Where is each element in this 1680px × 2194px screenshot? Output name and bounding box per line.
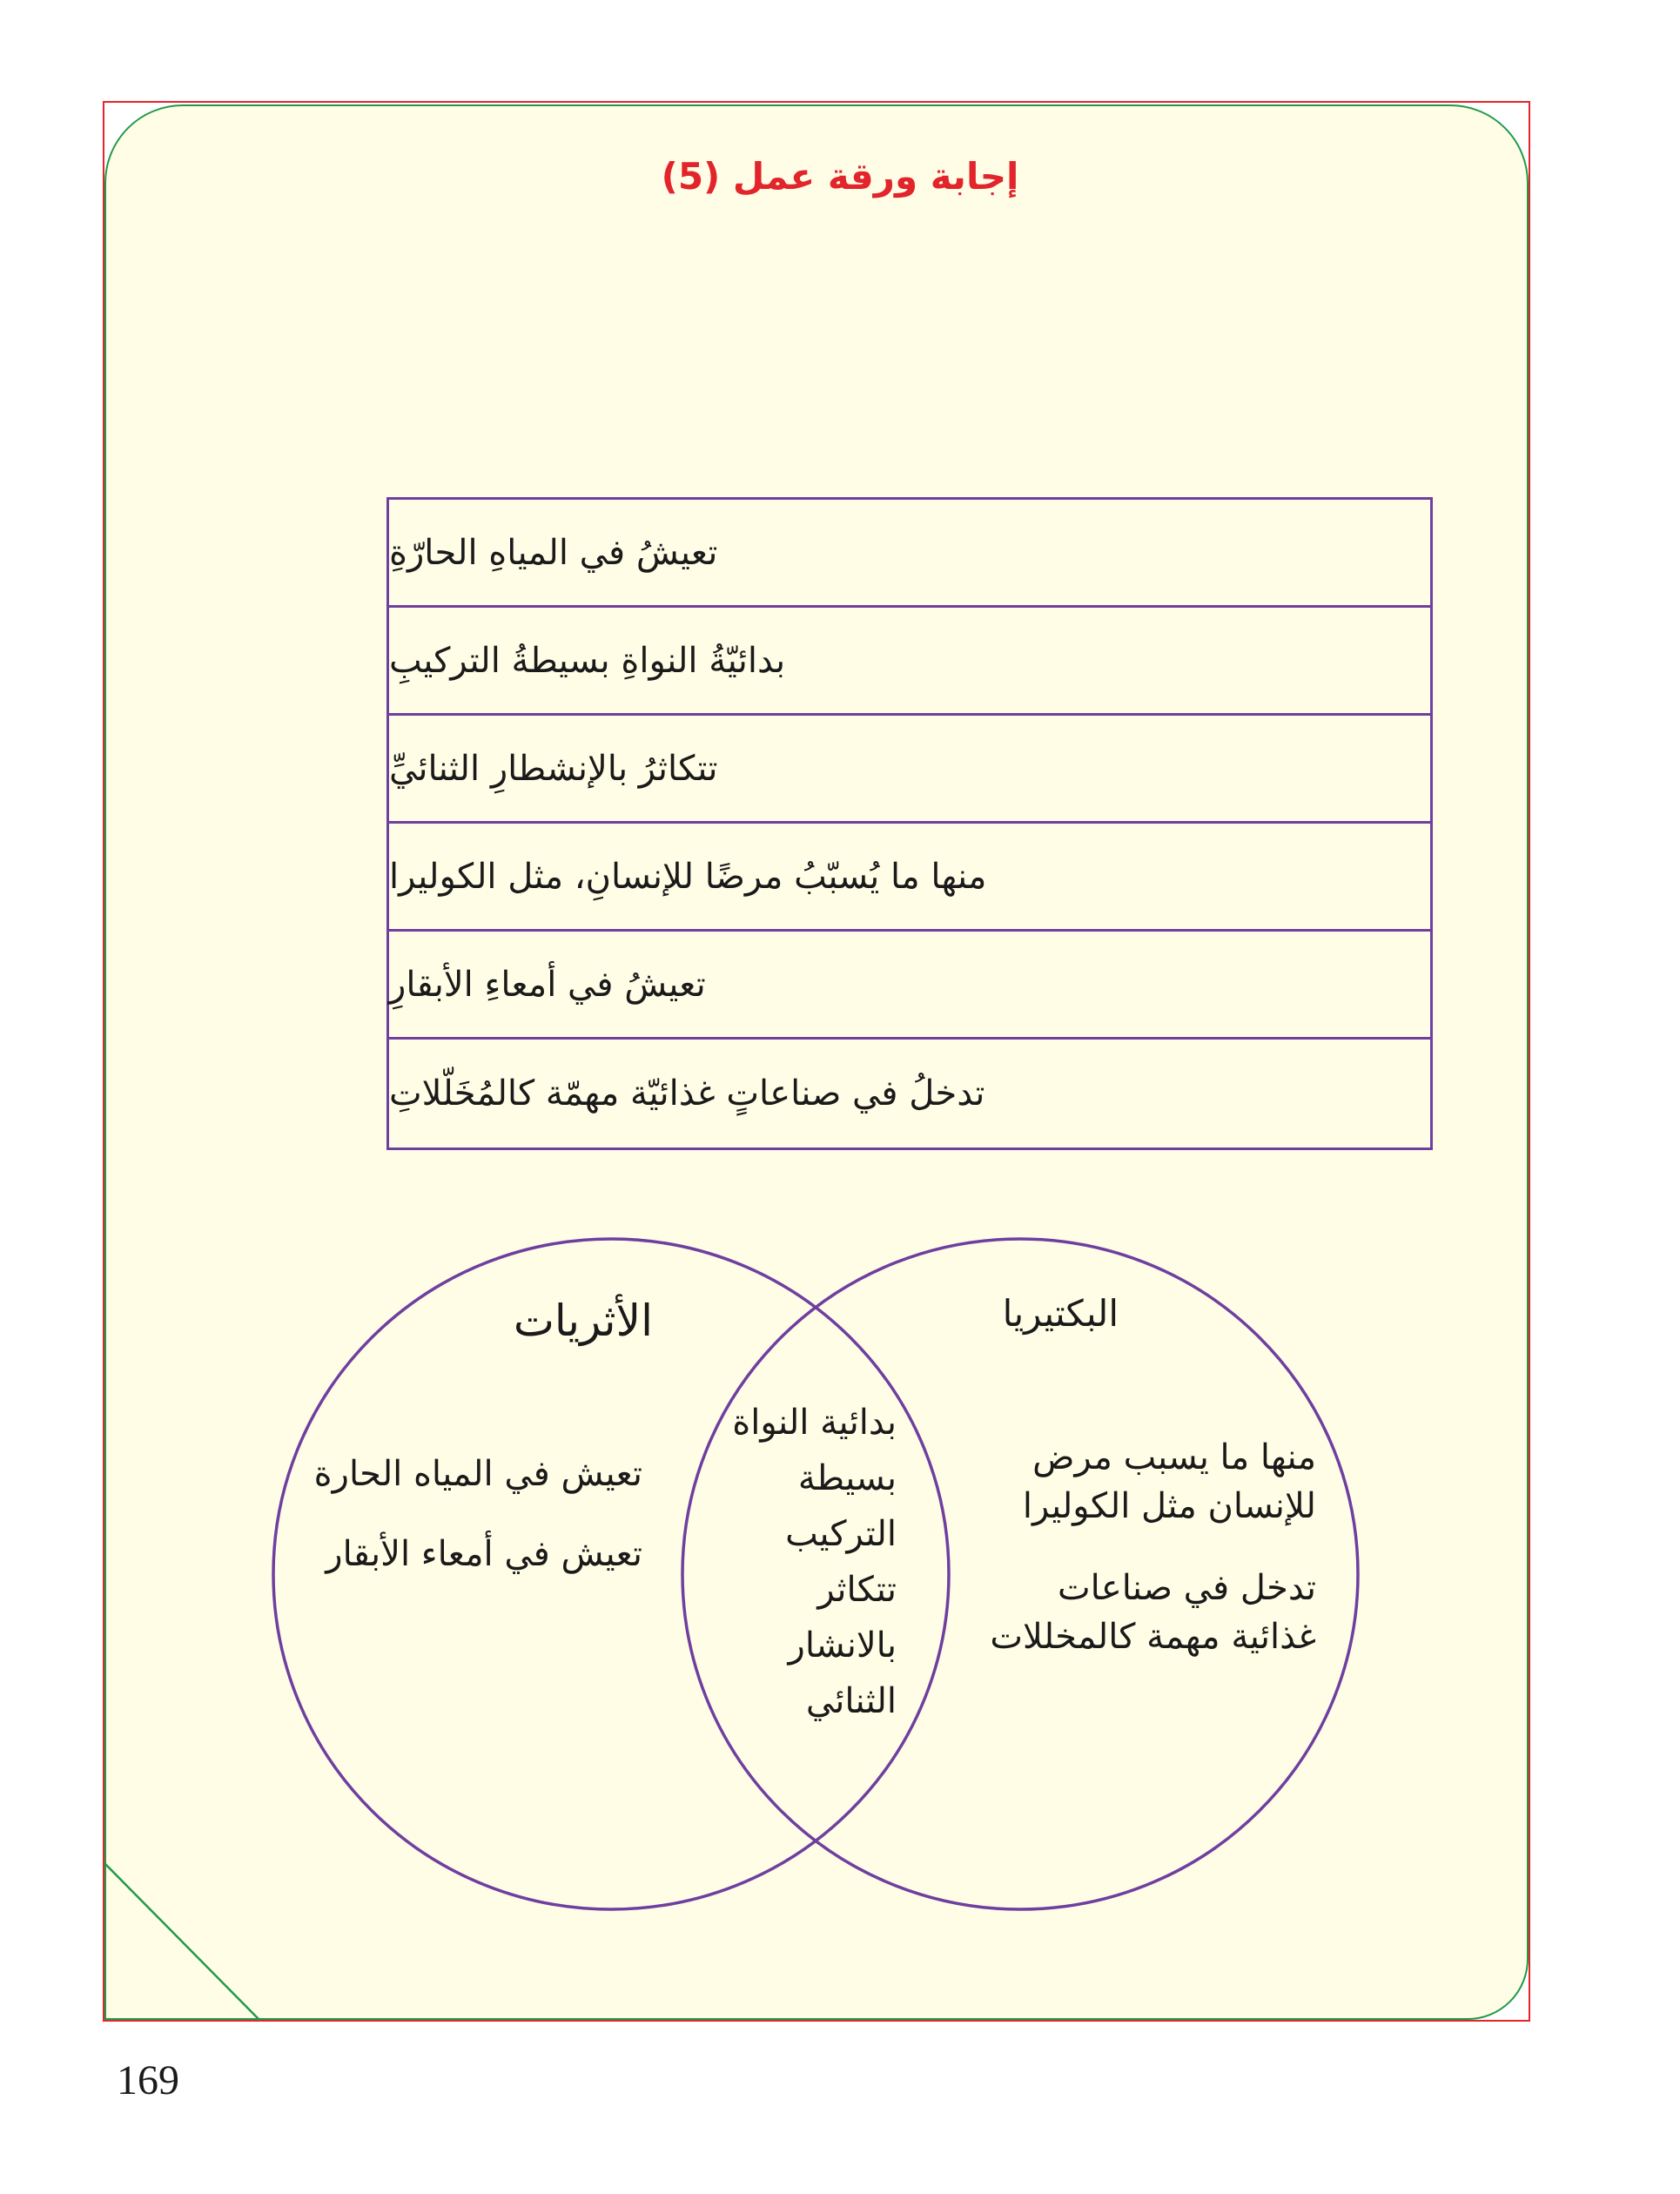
venn-left-item: تعيش في أمعاء الأبقار — [326, 1534, 642, 1574]
table-row: تعيشُ في المياهِ الحارّةِ — [389, 500, 1430, 608]
page-title: إجابة ورقة عمل (5) — [661, 155, 1019, 198]
venn-middle-line: الثنائي — [805, 1681, 897, 1721]
table-row: بدائيّةُ النواةِ بسيطةُ التركيبِ — [389, 608, 1430, 716]
venn-right-item — [990, 1564, 1316, 1661]
statements-table — [386, 497, 1433, 1150]
table-row: تدخلُ في صناعاتٍ غذائيّة مهمّة كالمُخَلّلاتِ — [389, 1073, 985, 1114]
venn-label-archaea: الأثريات — [513, 1296, 653, 1346]
venn-right-item — [1023, 1433, 1316, 1531]
venn-middle-line: بسيطة — [797, 1458, 897, 1498]
venn-middle-line: تتكاثر — [817, 1570, 897, 1610]
page-number: 169 — [117, 2057, 179, 2103]
venn-middle-item — [732, 1395, 897, 1729]
venn-left-item: تعيش في المياه الحارة — [313, 1454, 642, 1494]
table-row: تعيشُ في أمعاءِ الأبقارِ — [389, 932, 1430, 1040]
venn-label-bacteria: البكتيريا — [1002, 1292, 1119, 1335]
venn-middle-line: التركيب — [785, 1514, 897, 1554]
venn-right-line: تدخل في صناعات — [1058, 1568, 1316, 1608]
table-row: منها ما يُسبّبُ مرضًا للإنسانِ، مثل الكوليرا — [389, 824, 1430, 932]
venn-middle-line: بالانشار — [788, 1625, 897, 1666]
venn-middle-line: بدائية النواة — [732, 1403, 897, 1443]
table-row: تتكاثرُ بالإنشطارِ الثنائيِّ — [389, 716, 1430, 824]
venn-right-line: للإنسان مثل الكوليرا — [1022, 1486, 1316, 1526]
venn-right-line: غذائية مهمة كالمخللات — [990, 1617, 1316, 1657]
venn-right-line: منها ما يسبب مرض — [1032, 1437, 1316, 1477]
